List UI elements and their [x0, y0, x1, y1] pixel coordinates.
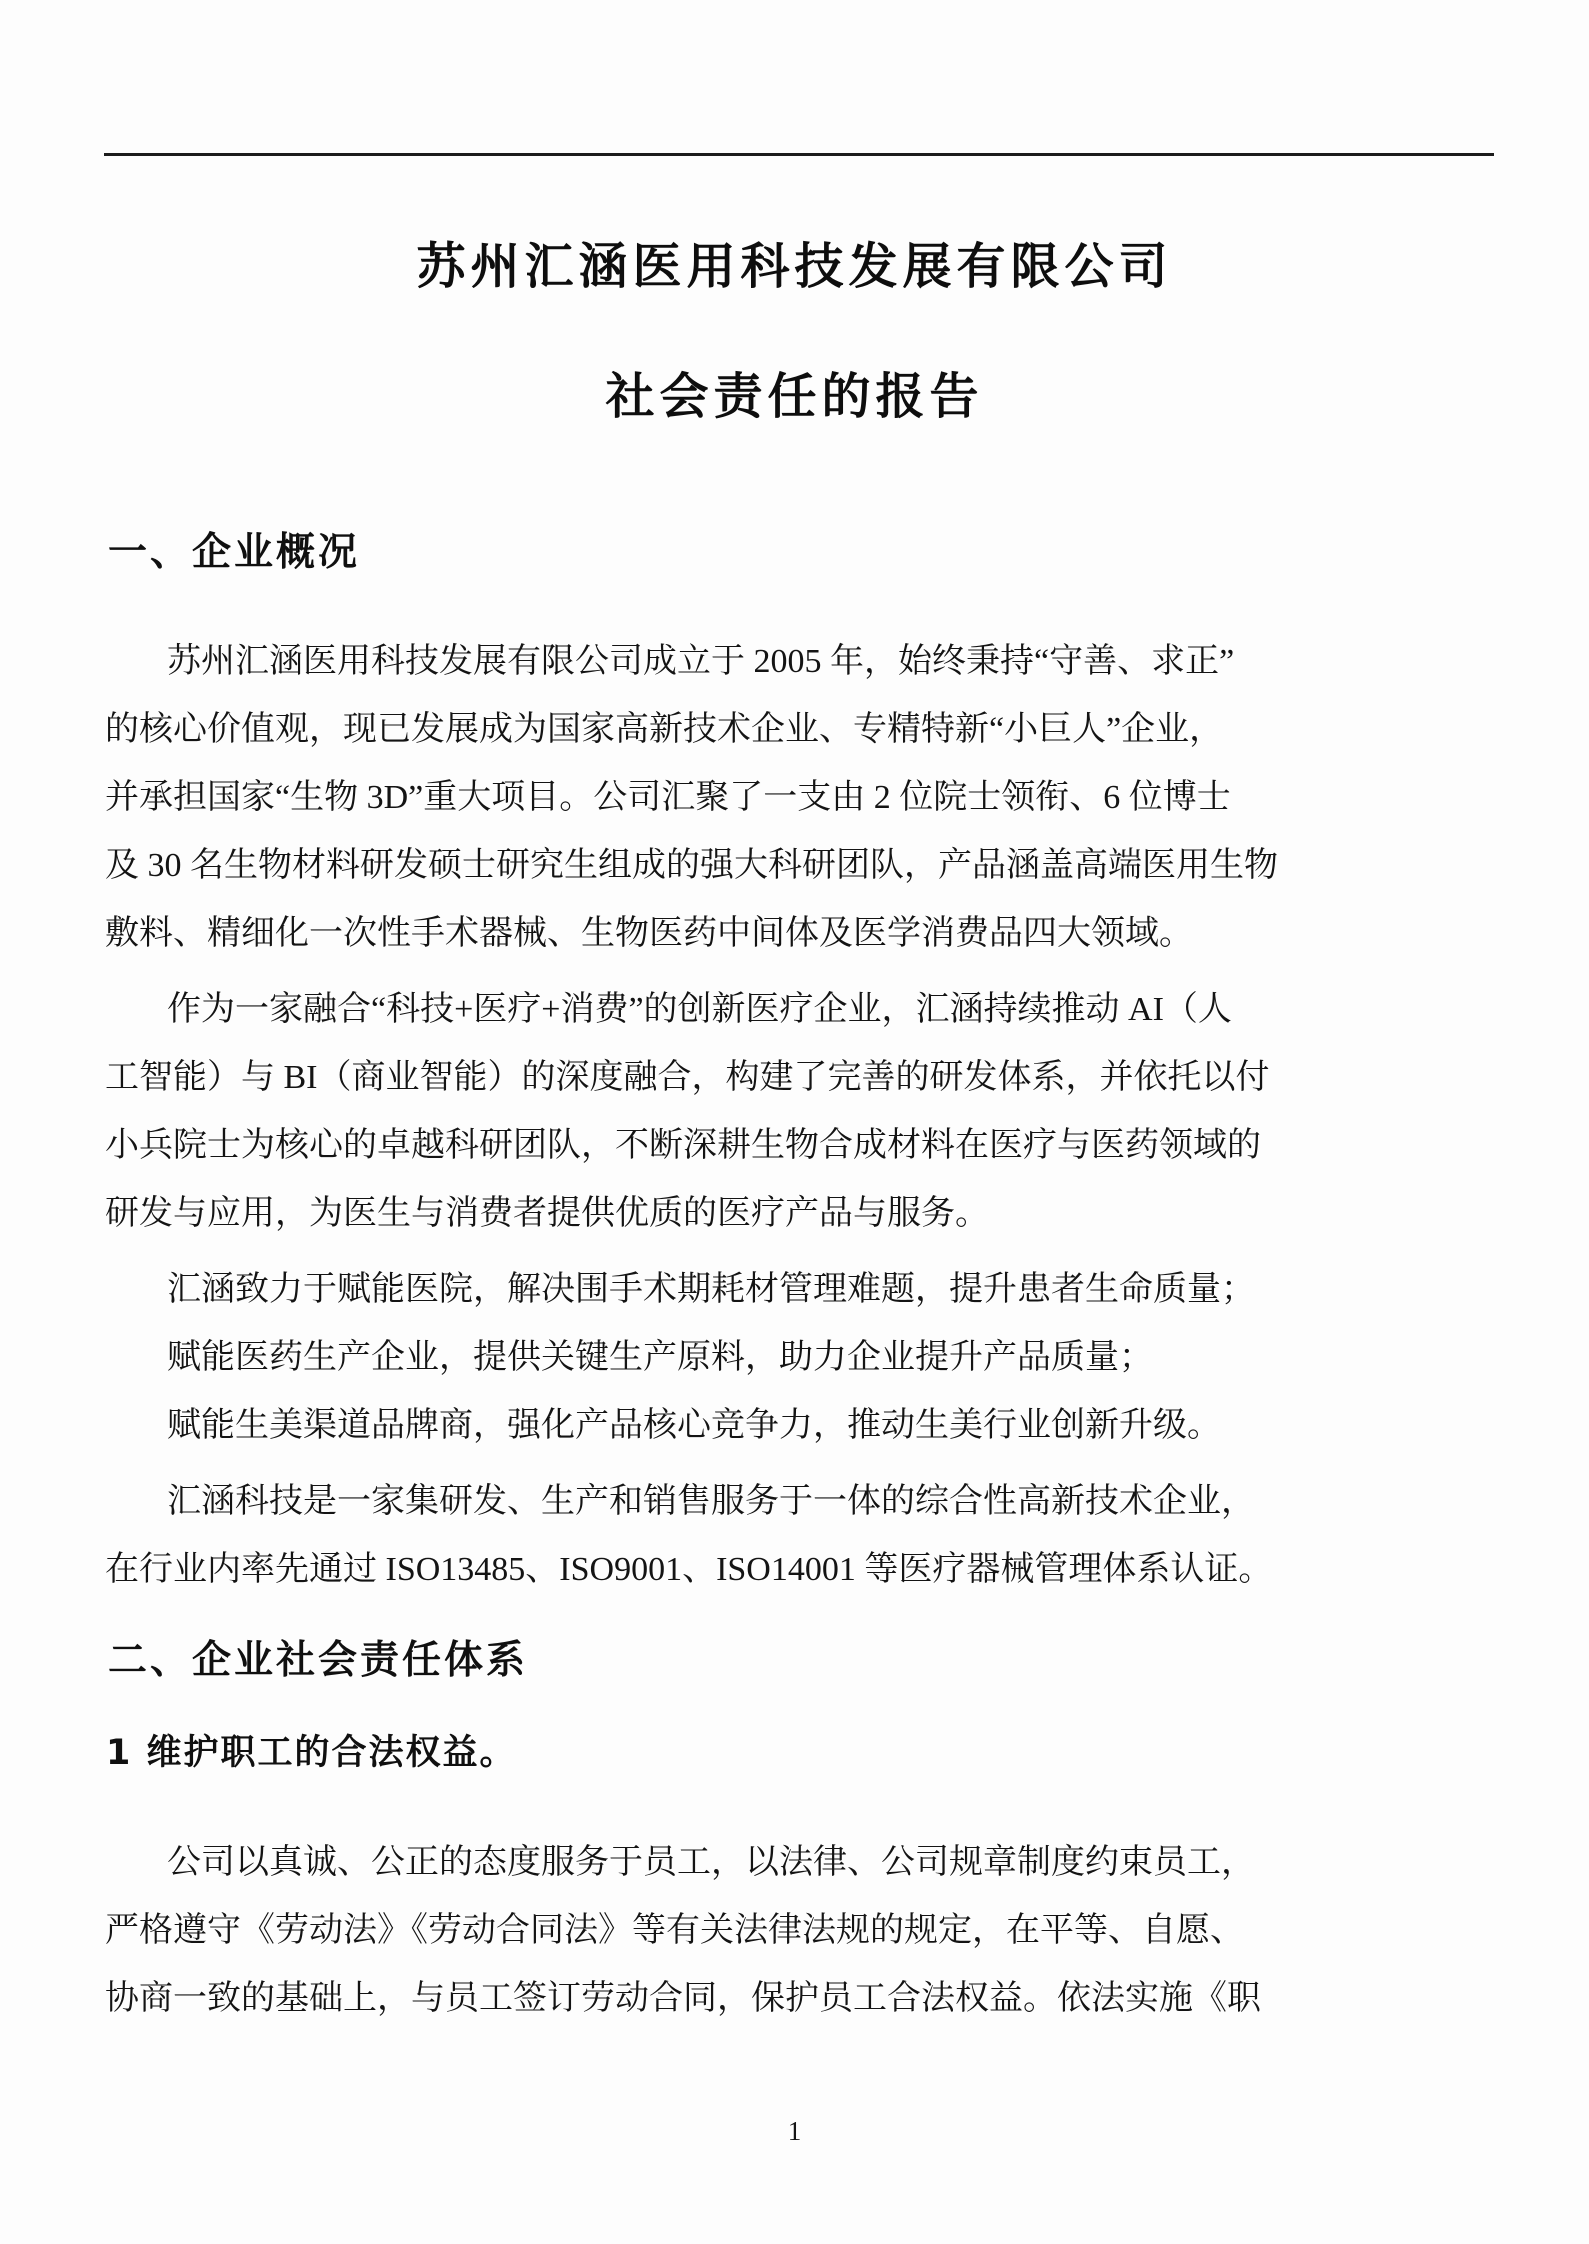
section-1-heading: 一、企业概况	[108, 530, 361, 575]
document-title-line-1: 苏州汇涵医用科技发展有限公司	[416, 238, 1173, 295]
body-line: 及 30 名生物材料研发硕士研究生组成的强大科研团队，产品涵盖高端医用生物	[105, 847, 1278, 884]
body-line: 工智能）与 BI（商业智能）的深度融合，构建了完善的研发体系，并依托以付	[105, 1059, 1270, 1096]
body-line: 研发与应用，为医生与消费者提供优质的医疗产品与服务。	[105, 1195, 989, 1232]
body-line: 敷料、精细化一次性手术器械、生物医药中间体及医学消费品四大领域。	[105, 915, 1193, 952]
main-body-text	[105, 628, 1497, 1604]
subsection-1-heading: 1 维护职工的合法权益。	[106, 1733, 517, 1773]
page-number: 1	[787, 2116, 802, 2146]
section-2-heading: 二、企业社会责任体系	[108, 1638, 529, 1683]
body-line: 并承担国家“生物 3D”重大项目。公司汇聚了一支由 2 位院士领衔、6 位博士	[105, 779, 1231, 816]
body-line: 在行业内率先通过 ISO13485、ISO9001、ISO14001 等医疗器械管理体系认证。	[105, 1551, 1273, 1588]
body-line: 小兵院士为核心的卓越科研团队，不断深耕生物合成材料在医疗与医药领域的	[105, 1127, 1261, 1164]
body-line: 严格遵守《劳动法》《劳动合同法》等有关法律法规的规定，在平等、自愿、	[105, 1912, 1244, 1949]
document-title-line-2: 社会责任的报告	[605, 368, 984, 425]
body-line: 的核心价值观，现已发展成为国家高新技术企业、专精特新“小巨人”企业，	[105, 711, 1224, 748]
body-line: 汇涵致力于赋能医院，解决围手术期耗材管理难题，提升患者生命质量；	[167, 1271, 1255, 1308]
body-line: 汇涵科技是一家集研发、生产和销售服务于一体的综合性高新技术企业，	[167, 1483, 1255, 1520]
header-divider-rule	[104, 153, 1494, 156]
body-line: 作为一家融合“科技+医疗+消费”的创新医疗企业，汇涵持续推动 AI（人	[167, 991, 1232, 1028]
body-line: 协商一致的基础上，与员工签订劳动合同，保护员工合法权益。依法实施《职	[105, 1980, 1261, 2017]
subsection-body-text	[105, 1829, 1497, 2033]
body-line: 赋能医药生产企业，提供关键生产原料，助力企业提升产品质量；	[167, 1339, 1153, 1376]
body-line: 苏州汇涵医用科技发展有限公司成立于 2005 年，始终秉持“守善、求正”	[167, 643, 1235, 680]
body-line: 公司以真诚、公正的态度服务于员工，以法律、公司规章制度约束员工，	[167, 1844, 1255, 1881]
body-line: 赋能生美渠道品牌商，强化产品核心竞争力，推动生美行业创新升级。	[167, 1407, 1221, 1444]
